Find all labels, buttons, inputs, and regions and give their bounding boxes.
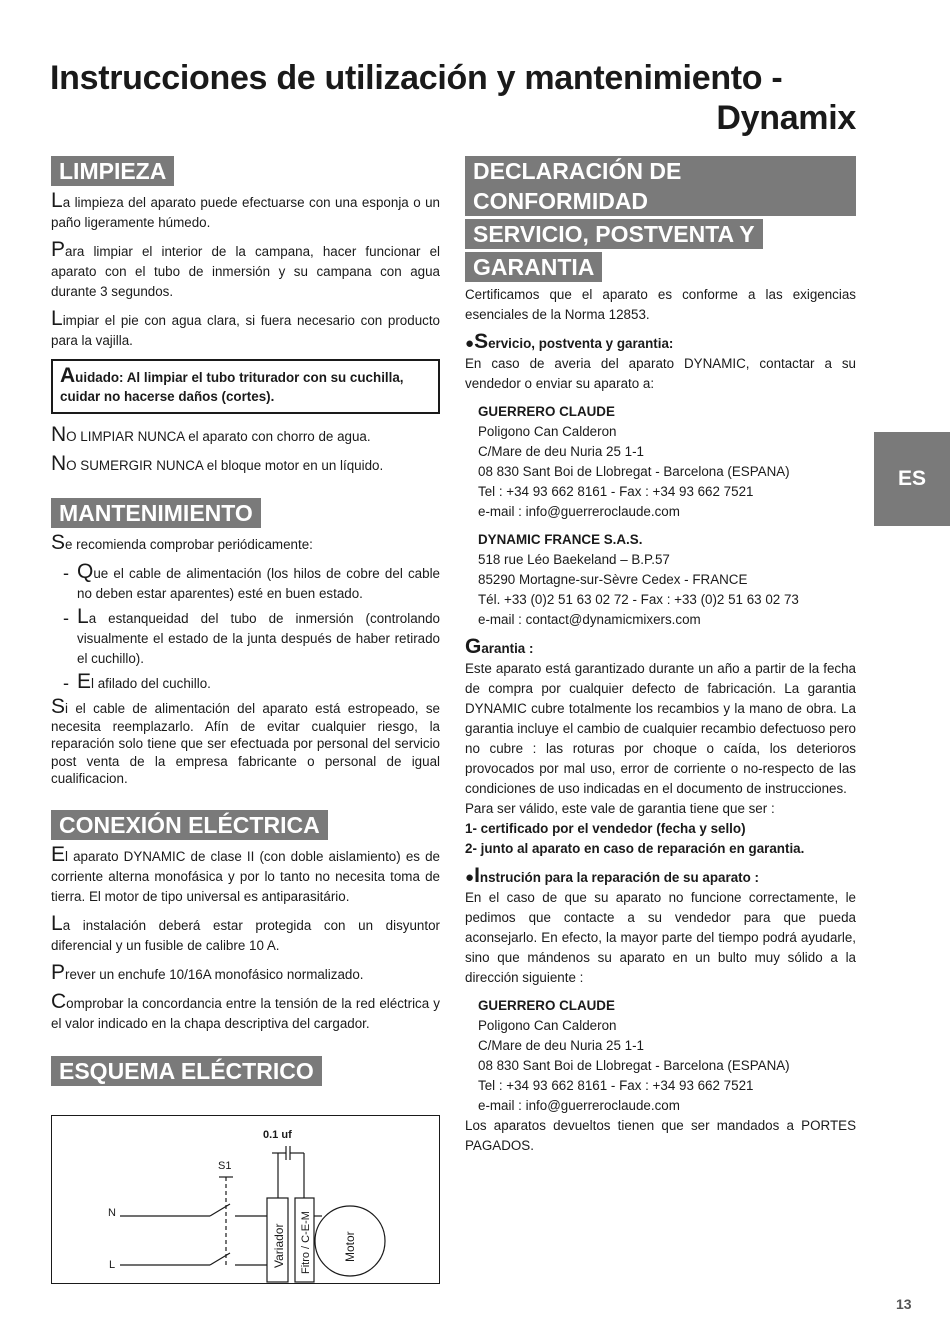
motor-label: Motor (343, 1231, 357, 1262)
list-item: - Que el cable de alimentación (los hilos de cobre del cable no deben estar aparentes) esté en buen estado. (51, 563, 440, 604)
neutral-label: N (108, 1207, 116, 1219)
paragraph: Comprobar la concordancia entre la tensión de la red eléctrica y el valor indicado en la chapa descriptiva del cargador. (51, 989, 440, 1031)
certification-text: Certificamos que el aparato es conforme a las exigencias esenciales de la Norma 12853. (465, 287, 856, 322)
electrical-diagram (51, 1115, 440, 1284)
section-conexion (51, 810, 440, 1034)
section-esquema (51, 1056, 440, 1092)
page-number: 13 (896, 1296, 912, 1312)
paragraph: La instalación deberá estar protegida con un disyuntor diferencial y un fusible de calibre 10 A. (51, 911, 440, 953)
address-guerrero-repair: GUERRERO CLAUDE Poligono Can Calderon C/Mare de deu Nuria 25 1-1 08 830 Sant Boi de Llobregat - Barcelona (ESPANA) Tel : +34 93 662 8161 - Fax : +34 93 662 7521 e-mail : info@guerreroclaude.com (478, 998, 790, 1113)
address-dynamic-france: DYNAMIC FRANCE S.A.S. 518 rue Léo Baekeland – B.P.57 85290 Mortagne-sur-Sèvre Cedex - FRANCE Tél. +33 (0)2 51 63 02 72 - Fax : +33 (0)2 51 63 02 73 e-mail : contact@dynamicmixers.com (478, 532, 799, 627)
heading-declaracion (465, 156, 856, 282)
garantia-title: Garantia : (465, 635, 534, 658)
variador-label: Variador (272, 1223, 286, 1268)
paragraph: Limpiar el pie con agua clara, si fuera necesario con producto para la vajilla. (51, 307, 440, 348)
heading-line: DECLARACIÓN DE CONFORMIDAD (465, 156, 856, 216)
paragraph: NO LIMPIAR NUNCA el aparato con chorro de agua. (51, 423, 371, 446)
paragraph: NO SUMERGIR NUNCA el bloque motor en un líquido. (51, 452, 384, 475)
language-tab: ES (874, 432, 950, 526)
paragraph: En caso de averia del aparato DYNAMIC, contactar a su vendedor o enviar su aparato a: (465, 356, 856, 391)
title-line-2: Dynamix (716, 99, 856, 137)
paragraph: Prever un enchufe 10/16A monofásico normalizado. (51, 960, 364, 984)
paragraph: Se recomienda comprobar periódicamente: (51, 531, 313, 554)
heading-limpieza: LIMPIEZA (51, 156, 174, 186)
list-item: - La estanqueidad del tubo de inmersión (controlando visualmente el estado de la junta después de haber retirado el cuchillo). (51, 608, 440, 669)
paragraph: Los aparatos devueltos tienen que ser mandados a PORTES PAGADOS. (465, 1118, 856, 1153)
paragraph: Este aparato está garantizado durante un año a partir de la fecha de compra por cualquier defecto de fabricación. La garantia DYNAMIC cubre totalmente los recambios y la mano de obra. La garantia incluye el cambio de cualquier recambio defectuoso pero no cubre : las roturas por choque o caída, los deterioros provocados por mal uso, error de corriente o no-respecto de las condiciones de uso indicadas en el documento de instrucciones. (465, 661, 856, 796)
switch-label: S1 (218, 1160, 232, 1172)
section-mantenimiento (51, 498, 440, 788)
list-item: - El afilado del cuchillo. (51, 673, 440, 694)
line-label: L (109, 1259, 116, 1271)
address-guerrero: GUERRERO CLAUDE Poligono Can Calderon C/Mare de deu Nuria 25 1-1 08 830 Sant Boi de Llobregat - Barcelona (ESPANA) Tel : +34 93 662 8161 - Fax : +34 93 662 7521 e-mail : info@guerreroclaude.com (478, 404, 790, 519)
heading-line: GARANTIA (465, 252, 602, 282)
paragraph: La limpieza del aparato puede efectuarse con una esponja o un paño ligeramente húmedo. (51, 189, 440, 230)
condition-1: 1- certificado por el vendedor (fecha y sello) (465, 821, 746, 836)
servicio-title: ●Servicio, postventa y garantia: (465, 330, 674, 353)
paragraph: En el caso de que su aparato no funcione correctamente, le pedimos que contacte a su vendedor para que pueda aconsejarlo. En efecto, la mayor parte del tiempo podrá ayudarle, sino que mándenos su aparato en un bulto muy sólido a la dirección siguiente : (465, 890, 856, 985)
warning-box: Auidado: Al limpiar el tubo triturador con su cuchilla, cuidar no hacerse daños (cortes). (51, 359, 440, 414)
title-line-1: Instrucciones de utilización y mantenimiento - (50, 59, 783, 97)
right-column (465, 156, 856, 1164)
page-title (50, 58, 856, 138)
condition-2: 2- junto al aparato en caso de reparación en garantia. (465, 841, 805, 856)
heading-mantenimiento: MANTENIMIENTO (51, 498, 261, 528)
instruccion-title: ●Instrución para la reparación de su aparato : (465, 864, 759, 887)
heading-esquema: ESQUEMA ELÉCTRICO (51, 1056, 322, 1086)
paragraph: El aparato DYNAMIC de clase II (con doble aislamiento) es de corriente alterna monofásica y por lo tanto no necesita toma de tierra. El motor de tipo universal es antiparasitário. (51, 842, 440, 904)
paragraph: Si el cable de alimentación del aparato está estropeado, se necesita reemplazarlo. Afín de evitar cualquier riesgo, la reparación solo tiene que ser efectuada por personal del servicio post venta de la empresa fabricante o personal de igual cualificacion. (51, 695, 440, 786)
circuit-svg (52, 1116, 439, 1283)
paragraph: Para ser válido, este vale de garantia tiene que ser : (465, 801, 775, 816)
heading-conexion: CONEXIÓN ELÉCTRICA (51, 810, 328, 840)
heading-line: SERVICIO, POSTVENTA Y (465, 219, 763, 249)
section-limpieza (51, 156, 440, 476)
paragraph: Para limpiar el interior de la campana, hacer funcionar el aparato con el tubo de inmersión y su campana con agua durante 3 segundos. (51, 238, 440, 299)
capacitor-label: 0.1 uf (263, 1129, 292, 1141)
left-column (51, 156, 440, 1092)
filtro-label: Fitro / C-E-M (300, 1211, 312, 1274)
